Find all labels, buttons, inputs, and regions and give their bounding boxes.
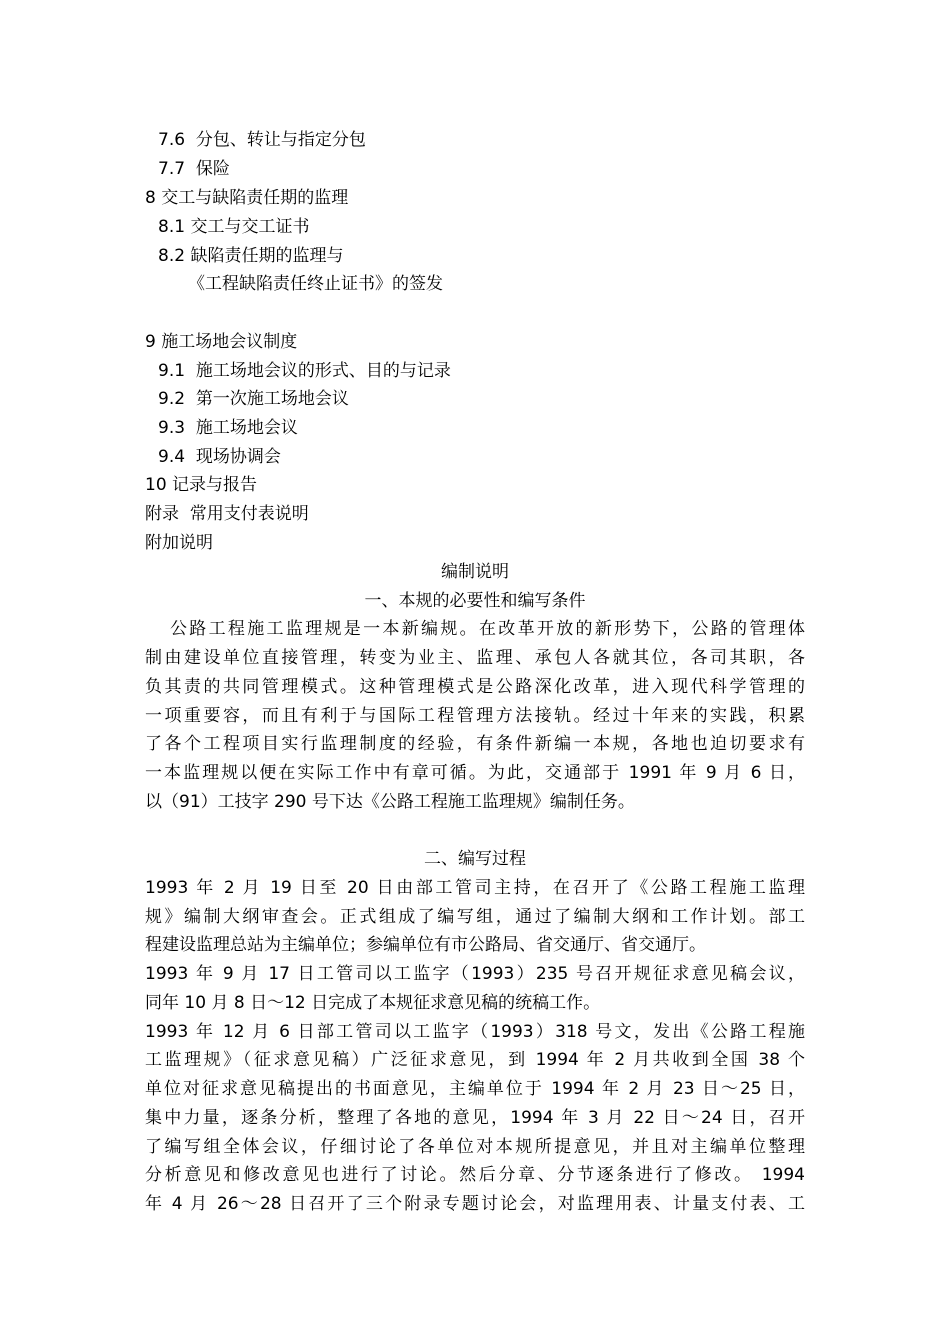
paragraph-line: 以（91）工技字 290 号下达《公路工程施工监理规》编制任务。 [145,792,635,812]
toc-item-9-3: 9.3 施工场地会议 [158,418,298,438]
paragraph-line: 负其责的共同管理模式。这种管理模式是公路深化改革，进入现代科学管理的 [145,677,805,697]
toc-item-9-1: 9.1 施工场地会议的形式、目的与记录 [158,361,451,381]
paragraph-line: 工监理规》（征求意见稿）广泛征求意见，到 1994 年 2 月共收到全国 38 个 [145,1050,805,1070]
toc-item-7-6: 7.6 分包、转让与指定分包 [158,130,366,150]
toc-item-8-1: 8.1 交工与交工证书 [158,217,310,237]
toc-chapter-10: 10 记录与报告 [145,475,258,495]
paragraph-line: 分析意见和修改意见也进行了讨论。然后分章、分节逐条进行了修改。 1994 [145,1165,805,1185]
toc-item-7-7: 7.7 保险 [158,159,230,179]
paragraph-line: 年 4 月 26～28 日召开了三个附录专题讨论会，对监理用表、计量支付表、工 [145,1194,805,1214]
toc-chapter-9: 9 施工场地会议制度 [145,332,298,352]
toc-item-9-4: 9.4 现场协调会 [158,447,281,467]
paragraph-line: 程建设监理总站为主编单位；参编单位有市公路局、省交通厅、省交通厅。 [145,935,706,955]
section1-title: 一、本规的必要性和编写条件 [364,591,586,611]
toc-additional-notes: 附加说明 [145,533,213,553]
toc-item-8-2: 8.2 缺陷责任期的监理与 [158,246,344,266]
paragraph-line: 制由建设单位直接管理，转变为业主、监理、承包人各就其位，各司其职，各 [145,648,805,668]
toc-appendix: 附录 常用支付表说明 [145,504,309,524]
paragraph-line: 集中力量，逐条分析，整理了各地的意见，1994 年 3 月 22 日～24 日，召开 [145,1108,805,1128]
toc-item-9-2: 9.2 第一次施工场地会议 [158,389,349,409]
paragraph-line: 了编写组全体会议，仔细讨论了各单位对本规所提意见，并且对主编单位整理 [145,1137,805,1157]
paragraph-line: 公路工程施工监理规是一本新编规。在改革开放的新形势下，公路的管理体 [170,619,805,639]
section2-title: 二、编写过程 [424,849,526,869]
paragraph-line: 一项重要容，而且有利于与国际工程管理方法接轨。经过十年来的实践，积累 [145,706,805,726]
toc-item-8-2-continued: 《工程缺陷责任终止证书》的签发 [188,274,443,294]
paragraph-line: 同年 10 月 8 日～12 日完成了本规征求意见稿的统稿工作。 [145,993,601,1013]
paragraph-line: 1993 年 12 月 6 日部工管司以工监字（1993）318 号文，发出《公路工程施 [145,1022,805,1042]
toc-chapter-8: 8 交工与缺陷责任期的监理 [145,188,349,208]
paragraph-line: 1993 年 9 月 17 日工管司以工监字（1993）235 号召开规征求意见稿会议， [145,964,805,984]
section-heading: 编制说明 [441,562,509,582]
paragraph-line: 了各个工程项目实行监理制度的经验，有条件新编一本规，各地也迫切要求有 [145,734,805,754]
paragraph-line: 一本监理规以便在实际工作中有章可循。为此，交通部于 1991 年 9 月 6 日， [145,763,805,783]
paragraph-line: 单位对征求意见稿提出的书面意见，主编单位于 1994 年 2 月 23 日～25 日， [145,1079,805,1099]
paragraph-line: 1993 年 2 月 19 日至 20 日由部工管司主持，在召开了《公路工程施工监理 [145,878,805,898]
paragraph-line: 规》编制大纲审查会。正式组成了编写组，通过了编制大纲和工作计划。部工 [145,907,805,927]
